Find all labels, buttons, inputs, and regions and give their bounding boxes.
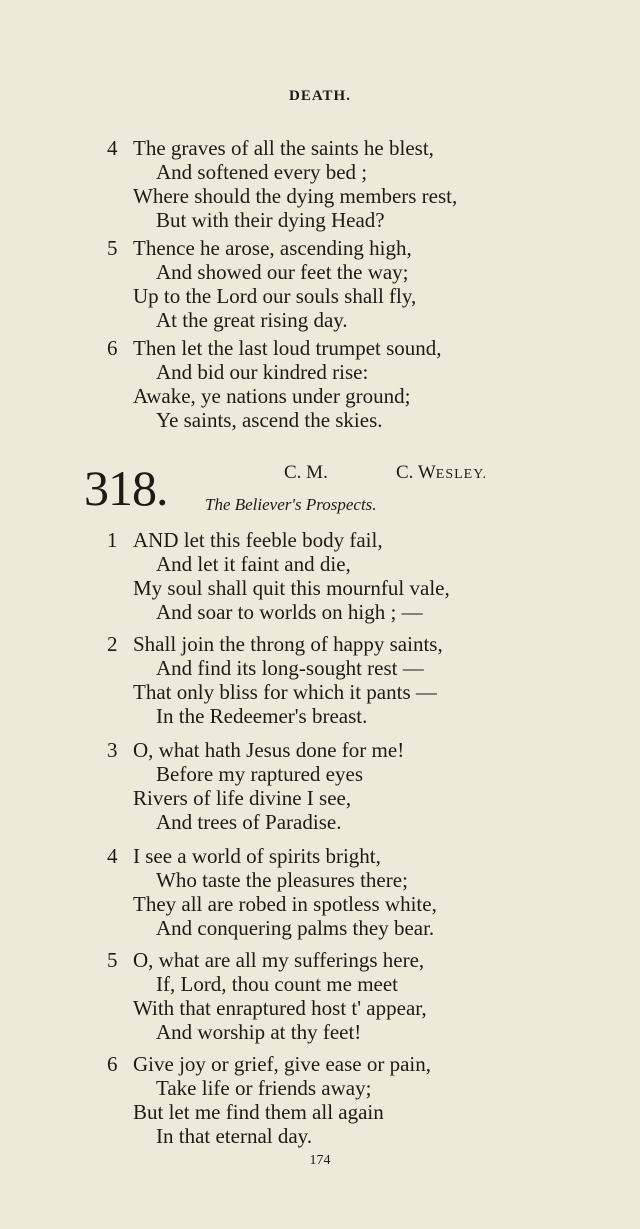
- verse-line: AND let this feeble body fail,: [133, 528, 383, 552]
- author-rest: ESLEY.: [435, 467, 488, 482]
- verse-line: And softened every bed ;: [156, 160, 368, 184]
- verse-line: And worship at thy feet!: [156, 1020, 362, 1044]
- stanza-number: 4: [107, 844, 118, 868]
- verse-line: Take life or friends away;: [156, 1076, 372, 1100]
- verse-line: With that enraptured host t' appear,: [133, 996, 427, 1020]
- stanza-number: 2: [107, 632, 118, 656]
- verse-line: Rivers of life divine I see,: [133, 786, 352, 810]
- stanza-number: 5: [107, 948, 118, 972]
- hymn-meter: C. M.: [284, 462, 328, 483]
- verse-line: And conquering palms they bear.: [156, 916, 435, 940]
- verse-line: And let it faint and die,: [156, 552, 351, 576]
- stanza-number: 1: [107, 528, 118, 552]
- verse-line: In that eternal day.: [156, 1124, 313, 1148]
- verse-line: Who taste the pleasures there;: [156, 868, 408, 892]
- verse-line: That only bliss for which it pants —: [133, 680, 437, 704]
- stanza-number: 4: [107, 136, 118, 160]
- hymn-number: 318.: [84, 460, 168, 516]
- verse-line: Then let the last loud trumpet sound,: [133, 336, 442, 360]
- verse-line: And trees of Paradise.: [156, 810, 342, 834]
- verse-line: O, what hath Jesus done for me!: [133, 738, 405, 762]
- verse-line: O, what are all my sufferings here,: [133, 948, 425, 972]
- page-header: DEATH.: [289, 88, 351, 104]
- verse-line: My soul shall quit this mournful vale,: [133, 576, 450, 600]
- stanza-number: 6: [107, 1052, 118, 1076]
- verse-line: Before my raptured eyes: [156, 762, 363, 786]
- verse-line: Thence he arose, ascending high,: [133, 236, 412, 260]
- verse-line: Awake, ye nations under ground;: [133, 384, 411, 408]
- verse-line: And find its long-sought rest —: [156, 656, 424, 680]
- verse-line: Ye saints, ascend the skies.: [156, 408, 383, 432]
- page-number: 174: [309, 1153, 331, 1168]
- verse-line: If, Lord, thou count me meet: [156, 972, 399, 996]
- verse-line: But let me find them all again: [133, 1100, 384, 1124]
- verse-line: Where should the dying members rest,: [133, 184, 458, 208]
- stanza-number: 6: [107, 336, 118, 360]
- verse-line: I see a world of spirits bright,: [133, 844, 381, 868]
- verse-line: At the great rising day.: [156, 308, 348, 332]
- hymn-author: [396, 462, 487, 484]
- verse-line: They all are robed in spotless white,: [133, 892, 437, 916]
- verse-line: The graves of all the saints he blest,: [133, 136, 434, 160]
- stanza-number: 5: [107, 236, 118, 260]
- hymn-title: The Believer's Prospects.: [205, 495, 377, 514]
- verse-line: In the Redeemer's breast.: [156, 704, 368, 728]
- verse-line: But with their dying Head?: [156, 208, 385, 232]
- verse-line: Give joy or grief, give ease or pain,: [133, 1052, 431, 1076]
- author-initial: C. W: [396, 462, 436, 483]
- verse-line: Shall join the throng of happy saints,: [133, 632, 443, 656]
- stanza-number: 3: [107, 738, 118, 762]
- verse-line: And soar to worlds on high ; —: [156, 600, 423, 624]
- verse-line: And bid our kindred rise:: [156, 360, 369, 384]
- verse-line: And showed our feet the way;: [156, 260, 409, 284]
- verse-line: Up to the Lord our souls shall fly,: [133, 284, 417, 308]
